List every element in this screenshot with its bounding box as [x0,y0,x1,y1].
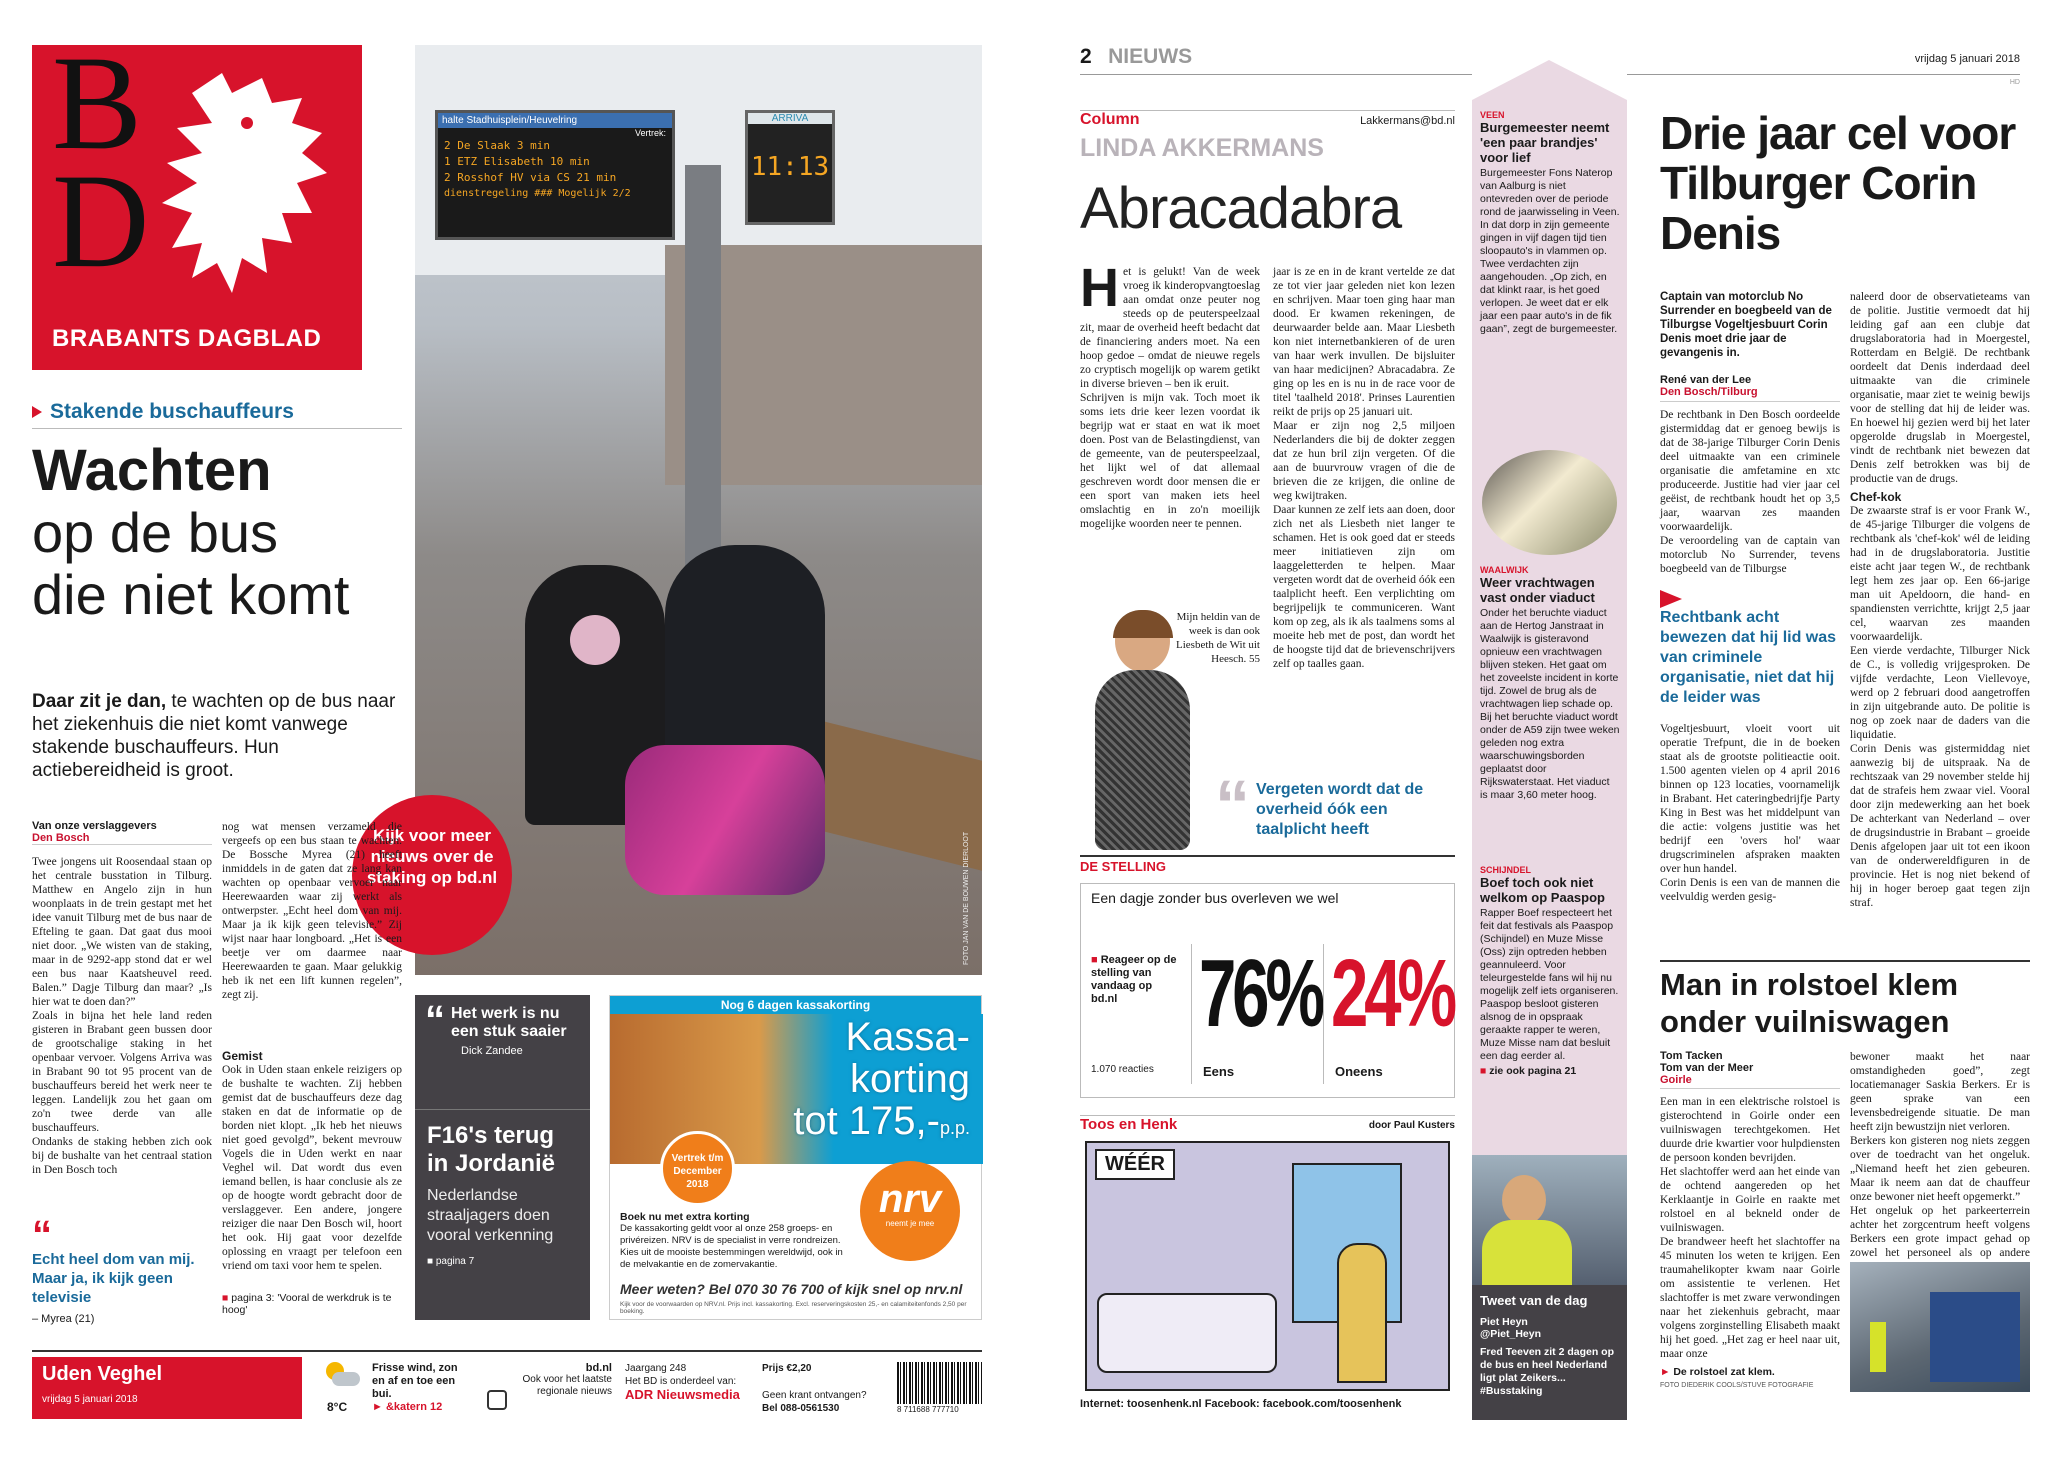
eens-value: 76% [1199,940,1321,1047]
oneens-label: Oneens [1335,1064,1383,1079]
lead-story-title[interactable]: Drie jaar cel voor Tilburger Corin Denis [1660,107,2016,259]
front-page [22,29,982,1440]
lead-col-2: naleerd door de observatieteams van de politie. Justitie vermoedt dat hij leiding gaf aan een clubje dat drugslaboratoria had in Moergestel, Rotterdam en België. De rechtbank oordeelt dat Denis inderdaad deel uitmaakte van die criminele organisatie, maar ziet te weinig bewijs voor de stelling dat hij de leider was. En hoewel hij gezien werd bij het later opgerolde drugslab in Moergestel, vindt de rechtbank niet bewezen dat Denis zelf betrokken was bij de productie van de drugs. Chef-kok De zwaarste straf is er voor Frank W., de 45-jarige Tilburger die volgens de rechtbank als 'chef-kok' wél de leiding had in de drugslaboratoria. Justitie eiste acht jaar tegen W., de rechtbank legt hem zes jaar op. Een 66-jarige man uit Apeldoorn, die hand- en spandiensten verrichtte, krijgt 2,5 jaar cel, waarvan zes maanden voorwaardelijk. Een vierde verdachte, Tilburger Nick de C., is volledig vrijgesproken. De vijfde verdachte, Leon Viellevoye, werd op 2 februari dood aangetroffen in zijn uitgebrande auto. De politie is nog op zoek naar de daders van die liquidatie. Corin Denis was gistermiddag niet aanwezig bij de uitspraak. Na de rechtszaak van 29 november stelde hij dat de strafeis hem zwaar viel. Vooral door zijn medewerking aan het boek De achterkant van Nederland – over de drugsindustrie in Brabant – groeide Denis afgelopen jaar uit tot een ikoon van de onderwereldfiguren in de provincie. Het is nog niet bekend of hij in hoger beroep gaat tegen zijn straf. [1850,291,2030,909]
column-email[interactable]: Lakkermans@bd.nl [1360,115,1455,127]
comic-bed [1097,1293,1277,1373]
column-text-2: jaar is ze en in de krant vertelde ze dat ze tot vier jaar geleden niet kon lezen en schrijven. Maar toen ging haar man dood. Er kwamen rekeningen, de deurwaarder belde aan. Maar Liesbeth kon niet internetbankieren of de uren van haar werk invullen. De bijsluiter van haar medicijnen? Abracadabra. Ze ging op les en is nu in de race voor de titel 'taalheld 2018'. Prinses Laurentien reikt de prijs op 25 januari uit. Maar er zijn nog 2,5 miljoen Nederlanders die bij de dokter zeggen dat ze hun bril zijn vergeten. Of die aan de buurvrouw vragen of die de brieven die ze krijgen, die online de weg kwijtraken. Daar kunnen ze zelf iets aan doen, door zich net als Liesbeth niet langer te schamen. Het is ook goed dat er steeds meer initiatieven zijn om laaggeletterden te helpen. Maar vergeten wordt dat de overheid óók een taalplicht heeft. Een verplichting om begrijpelijk te communiceren. Want kom op zeg, als ik als taalmens soms al moeite heb met de post, dan wordt het de hoogste tijd dat de brievenschrijvers zelf op taalles gaan. [1273,266,1456,670]
edition-box[interactable] [32,1357,302,1419]
column-text-1: et is gelukt! Van de week vroeg ik kinderopvangtoeslag aan omdat onze peuter nog steeds op de peuterspeelzaal zit, maar de overheid heeft bedacht dat de financiering anders moet. Na een hoop gedoe – omdat de nieuwe regels zo cryptisch mogelijk op warem getikt in diverse brieven – ben ik eruit. Schrijven is mijn vak. Toch moet ik soms iets drie keer lezen voordat ik begrijp wat er staat en wat ik moet doen. Post van de Belastingdienst, van de gemeente, van de peuterspeelzaal, het lijkt wel of dat allemaal geschreven wordt door mensen die er een sport van maken iets heel omslachtig en in zo'n moeilijk mogelijke woorden neer te pennen. [1080,266,1260,530]
ad-phone[interactable]: Meer weten? Bel 070 30 76 700 of kijk snel op nrv.nl [620,1281,963,1297]
strip-item-2[interactable]: WAALWIJK Weer vrachtwagen vast onder viaduct Onder het beruchte viaduct aan de Hertog Janstraat in Waalwijk is gisteravond opnieuw een vrachtwagen blijven steken. Het gaat om het zoveelste incident in korte tijd. Zowel de brug als de vrachtwagen liep schade op. Bij het beruchte viaduct wordt onder de A59 zijn twee weken geleden nog extra waarschuwingsborden geplaatst door Rijkswaterstaat. Het viaduct is maar 3,60 meter hoog. [1480,565,1620,801]
logo-letters: BD [52,29,150,296]
second-story-title[interactable]: Man in rolstoel klem onder vuilniswagen [1660,960,2030,1040]
header-hd: HD [2009,79,2020,86]
stelling-cta[interactable]: ■ Reageer op de stelling van vandaag op bd.nl [1091,954,1177,1005]
comic-links[interactable]: Internet: toosenhenk.nl Facebook: facebook.com/toosenhenk [1080,1398,1402,1410]
lead-bold: Daar zit je dan, [32,691,167,712]
teaser2[interactable] [415,1110,590,1279]
teaser2-ref: ■ pagina 7 [427,1256,475,1267]
comic-balloon: WÉÉR [1095,1149,1175,1180]
strip-item-3[interactable]: SCHIJNDEL Boef toch ook niet welkom op Paaspop Rapper Boef respecteert het feit dat festivals als Paaspop (Schijndel) en Muze Misse (Oss) zijn optreden hebben geannuleerd. Voor teleurgestelde fans wil hij nu mogelijk zelf iets organiseren. Paaspop besloot gisteren alsnog de in opspraak geraakte rapper te weren, Muze Misse nam dat besluit een dag eerder al. ■ zie ook pagina 21 [1480,865,1619,1077]
column-caption: Mijn heldin van de week is dan ook Liesbeth de Wit uit Heesch. 55 [1176,611,1260,665]
site-box[interactable]: bd.nl Ook voor het laatste regionale nieuws [522,1362,612,1397]
board-vertrek: Vertrek: [634,128,666,138]
kicker [32,400,402,429]
photo-credit: FOTO JAN VAN DE BOUWEN DIERLOOT [963,831,970,965]
board-row: 2 De Slaak 3 min [444,139,550,152]
edition-name: Uden Veghel [42,1363,163,1385]
divider [1191,944,1192,1084]
weather-text: Frisse wind, zon en af en toe een bui. ► &katern 12 [372,1362,458,1413]
comic-henk [1337,1243,1387,1383]
section-name: NIEUWS [1108,45,1193,68]
quote-author: – Myrea (21) [32,1313,95,1325]
teaser1-author: Dick Zandee [461,1045,523,1057]
column-pull [1215,766,1455,844]
body-column-1: Twee jongens uit Roosendaal staan op het centrale busstation in Tilburg. Matthew en Angelo zijn in hun woonplaats in de trein gestapt met het idee vanuit Tilburg met de bus naar de Efteling te gaan. Dat gaat dus mooi niet door. „We wisten van de staking, maar in de 9292-app stond dat er wel een bus naar Kaatsheuvel reed. Balen.” Dagje Tilburg dan maar? „Is hier wat te doen dan?” Zoals in bijna het hele land reden gisteren in Brabant geen bussen door de grootschalige staking in het openbaar vervoer. Volgens Arriva was in Brabant 90 tot 95 procent van de buschauffeurs bereid het werk neer te leggen. Landelijk zou het gaan om zo'n twee derde van alle buschauffeurs. Ondanks de staking hebben zich ook bij de bushalte van het centraal station in Den Bosch toch [32,856,212,1176]
stelling-label: DE STELLING [1080,859,1166,874]
nrv-ad[interactable] [609,995,982,1320]
departure-board [435,110,675,240]
clock-board [745,110,835,225]
barcode [897,1362,982,1404]
headline-line2: op de bus [32,501,278,564]
front-footer [32,1350,982,1414]
kicker-marker-icon [32,406,42,418]
header-date: vrijdag 5 januari 2018 [1914,53,2020,65]
clock-time: 11:13 [750,152,830,182]
divider [1323,944,1324,1084]
accident-photo [1850,1262,2030,1392]
col2-ref[interactable]: ■ pagina 3: 'Vooral de werkdruk is te hoog' [222,1292,392,1316]
headline-line1: Wachten [32,438,272,503]
column-body-1 [1080,258,1260,531]
jaargang: Jaargang 248 Het BD is onderdeel van: ADR Nieuwsmedia [625,1363,740,1402]
dropcap: H [1080,258,1119,318]
second-credit: FOTO DIEDERIK COOLS/STUVE FOTOGRAFIE [1660,1382,1814,1389]
barcode-number: 8 711688 777710 [897,1405,959,1414]
main-headline[interactable] [32,440,412,626]
second-ref[interactable]: ► De rolstoel zat klem. [1660,1366,1775,1378]
pull-text: Vergeten wordt dat de overheid óók een taalplicht heeft [1256,781,1424,838]
lead-col-1: Captain van motorclub No Surrender en boegbeeld van de Tilburgse Vogeltjesbuurt Corin Denis moet drie jaar de gevangenis in. René van der Lee Den Bosch/Tilburg De rechtbank in Den Bosch oordeelde gistermiddag dat er genoeg bewijs is dat de 38-jarige Tilburger Corin Denis deel uitmaakte van een criminele organisatie die amfetamine en xtc produceerde. Justitie had vier jaar cel geëist, de rechtbank houdt het op 3,5 jaar, waarvan zes maanden voorwaardelijk. De veroordeling van de captain van motorclub No Surrender, tevens boegbeeld van de Tilburgse Rechtbank acht bewezen dat hij lid was van criminele organisatie, niet dat hij de leider was Vogeltjesbuurt, vloeit voort uit operatie Trefpunt, die in de boeken staat als de grootste politieactie ooit. 1.500 agenten vielen op 4 april 2016 binnen op 123 locaties, voornamelijk in Brabant. Het cateringbedrijfje Party King in Best was het middelpunt van die actie: volgens justitie was het bedrijf een 'overs hol' waar drugscriminelen afspraken maakten over hun handel. Corin Denis is een van de mannen die veelvuldig werden gesig- [1660,291,1840,903]
pull-quote-icon: “ [1215,766,1250,844]
teaser2-sub: Nederlandse straaljagers doen vooral verkenning [427,1187,554,1244]
ref-text: pagina 3: 'Vooral de werkdruk is te hoog' [222,1292,392,1316]
truck-photo [1482,450,1617,555]
lead-text: te wachten op de bus naar het ziekenhuis die niet komt vanwege stakende buschauffeurs. Hun actiebereidheid is groot. [32,691,396,781]
prijs: Prijs €2,20 Geen krant ontvangen? Bel 088-0561530 [762,1363,867,1414]
comic-label: Toos en Henk [1080,1116,1178,1133]
board-row: dienstregeling ### Mogelijk 2/2 [444,188,631,199]
headline-line3: die niet komt [32,563,350,626]
kicker-text: Stakende buschauffeurs [50,400,294,423]
lead [32,690,402,782]
masthead-logo[interactable] [32,29,362,370]
col2b-text: Ook in Uden staan enkele reizigers op de bushalte te wachten. Zij hebben gemist dat de buschauffeurs deze dag staken en dat de informatie op de borden niet klopt. „Ik heb het nieuws niet goed gevolgd”, bekent mevrouw Vogels die in Uden werkt en naar Veghel wil. Dat wordt dus even iemand bellen, is haar conclusie als ze op de hoogte wordt gebracht door de verslaggever. Een andere, jongere reiziger die naar Den Bosch wil, hoort het ook. Hij gaat voor dezelfde oplossing en vraagt per telefoon een vriend om taxi voor hem te spelen. [222,1064,402,1272]
tweet[interactable]: Tweet van de dag Piet Heyn @Piet_Heyn Fred Teeven zit 2 dagen op de bus en heel Nederland ligt plat Zeikers... #Busstaking [1472,1285,1627,1420]
col2-text: nog wat mensen verzameld die vergeefs op een bus staan te wachten. De Bossche Myrea (21) heeft inmiddels in de gaten dat ze lang kan wachten op openbaar vervoer naar Heerewaarden waar zij werkt als ontwerpster. „Echt heel dom van mij. Maar ja ik kijk geen televisie.” Zij wijst naar haar longboard. „Het is een beetje ver om daarmee naar Heerewaarden te gaan. Maar gelukkig heb ik net een lift kunnen regelen”, zegt zij. [222,821,402,1001]
byline-text: Van onze verslaggevers [32,820,157,832]
strip-top [1472,60,1627,100]
second-col-2: bewoner maakt het naar omstandigheden goed”, zegt locatiemanager Saskia Berkers. Er is geen sprake van een levensbedreigende situatie. De man heeft zijn bewustzijn niet verloren. Berkers kon gisteren nog niets zeggen over de toedracht van het ongeluk. „Niemand heeft het zien gebeuren. Maar ik neem aan dat de chauffeur onze bewoner niet heeft opgemerkt.” Het ongeluk op het parkeerterrein achter het zorgcentrum heeft volgens Berkers een grote impact gehad op zowel het personeel als op andere [1850,1050,2030,1256]
ad-pp: p.p. [939,1118,970,1138]
woman-skirt [625,745,825,895]
stelling-reacties: 1.070 reacties [1091,1064,1154,1075]
stelling-question: Een dagje zonder bus overleven we wel [1091,890,1339,906]
nrv-logo: nrv neemt je mee [860,1161,960,1261]
teaser2-title: F16's terug in Jordanië [427,1122,556,1177]
quote-mark-icon: “ [32,1213,52,1257]
comic[interactable] [1080,1115,1455,1415]
lead-pull: Rechtbank acht bewezen dat hij lid was van criminele organisatie, niet dat hij de leider was [1660,590,1840,708]
linda-photo [1085,610,1205,850]
body-column-2 [222,820,402,1316]
promo-text: Kijk voor meer nieuws over de staking op bd.nl [366,826,498,887]
ad-banner: Nog 6 dagen kassakorting [610,996,981,1014]
hand-icon [487,1390,507,1410]
quote-icon: “ [425,998,445,1042]
column-label: Column [1080,111,1140,128]
strip-item-1[interactable]: VEEN Burgemeester neemt 'een paar brandjes' voor lief Burgemeester Fons Naterop van Aalburg is niet ontevreden over de periode rond de jaarwisseling in Veen. In dat dorp in zijn gemeente gingen in vijf dagen tijd tien sloopauto's in vlammen op. Twee verdachten zijn aangehouden. „Op zich, en dat klinkt raar, is het goed verlopen. Je weet dat er elk jaar een paar auto's in de fik gaan”, zegt de burgemeester. [1480,110,1620,335]
child-face [570,615,620,665]
pull-quote [32,1213,212,1325]
logo-name: BRABANTS DAGBLAD [52,325,322,352]
column-author: LINDA AKKERMANS [1080,134,1324,162]
ad-copy: Boek nu met extra korting De kassakorting geldt voor al onze 258 groeps- en privéreizen. NRV is de specialist in verre rondreizen. Kies uit de mooiste bestemmingen wereldwijd, ook in de melvakantie en de zomervakantie. [620,1211,843,1270]
clock-arriva: ARRIVA [748,113,832,124]
weather-temp: 8°C [327,1400,348,1414]
byline-place: Den Bosch [32,832,90,844]
second-col-1: Tom Tacken Tom van der Meer Goirle Een man in een elektrische rolstoel is gisterochtend in Goirle onder een vuilniswagen terechtgekomen. Het duurde drie kwartier voor hulpdiensten de persoon konden bevrijden. Het slachtoffer werd aan het einde van de ochtend aangereden op het Kerklaantje in Goirle en raakte met rolstoel en al bekneld onder de vuilniswagen. De brandweer heeft het slachtoffer na 45 minuten los weten te krijgen. Een traumahelikopter kwam naar Goirle om assistentie te verlenen. Het slachtoffer is met zware verwondingen naar het ziekenhuis gebracht, maar volgens zorginstelling Elisabeth maakt hij het goed. „Het zag er heel naar uit, maar onze [1660,1050,1840,1360]
oneens-value: 24% [1331,940,1453,1047]
teaser-box[interactable] [415,995,590,1320]
gemist-head: Gemist [222,1049,263,1063]
lion-icon [152,63,352,303]
page-number: 2 [1080,45,1092,68]
teaser1[interactable] [415,995,590,1110]
ad-fine: Kijk voor de voorwaarden op NRV.nl. Prijs incl. kassakorting. Excl. reserveringskosten 25,- en calamiteitenfonds 2,50 per boeking. [620,1301,967,1315]
pull-marker-icon [1660,590,1682,608]
byline [32,820,212,845]
stelling-box[interactable] [1080,855,1455,1100]
eens-label: Eens [1203,1064,1235,1079]
weather-icon [322,1362,358,1392]
column-title: Abracadabra [1080,176,1402,241]
board-row: 1 ETZ Elisabeth 10 min [444,155,590,168]
comic-author: door Paul Kusters [1368,1120,1455,1131]
page-2 [1070,40,2030,1440]
board-row: 2 Rosshof HV via CS 21 min [444,171,617,184]
stelling-inner [1080,883,1455,1098]
edition-date: vrijdag 5 januari 2018 [42,1394,138,1405]
teaser1-title: Het werk is nu een stuk saaier [451,1005,567,1040]
column-header [1080,110,1455,129]
comic-panel [1085,1141,1450,1391]
news-strip [1472,60,1627,1420]
board-sign: halte Stadhuisplein/Heuvelring [438,113,672,128]
ad-big-text: Kassa- korting tot 175,-p.p. [793,1015,970,1143]
tweet-photo [1472,1155,1627,1285]
ad-stamp: Vertrek t/m December 2018 [660,1131,735,1206]
quote-text: Echt heel dom van mij. Maar ja, ik kijk geen televisie [32,1251,195,1306]
